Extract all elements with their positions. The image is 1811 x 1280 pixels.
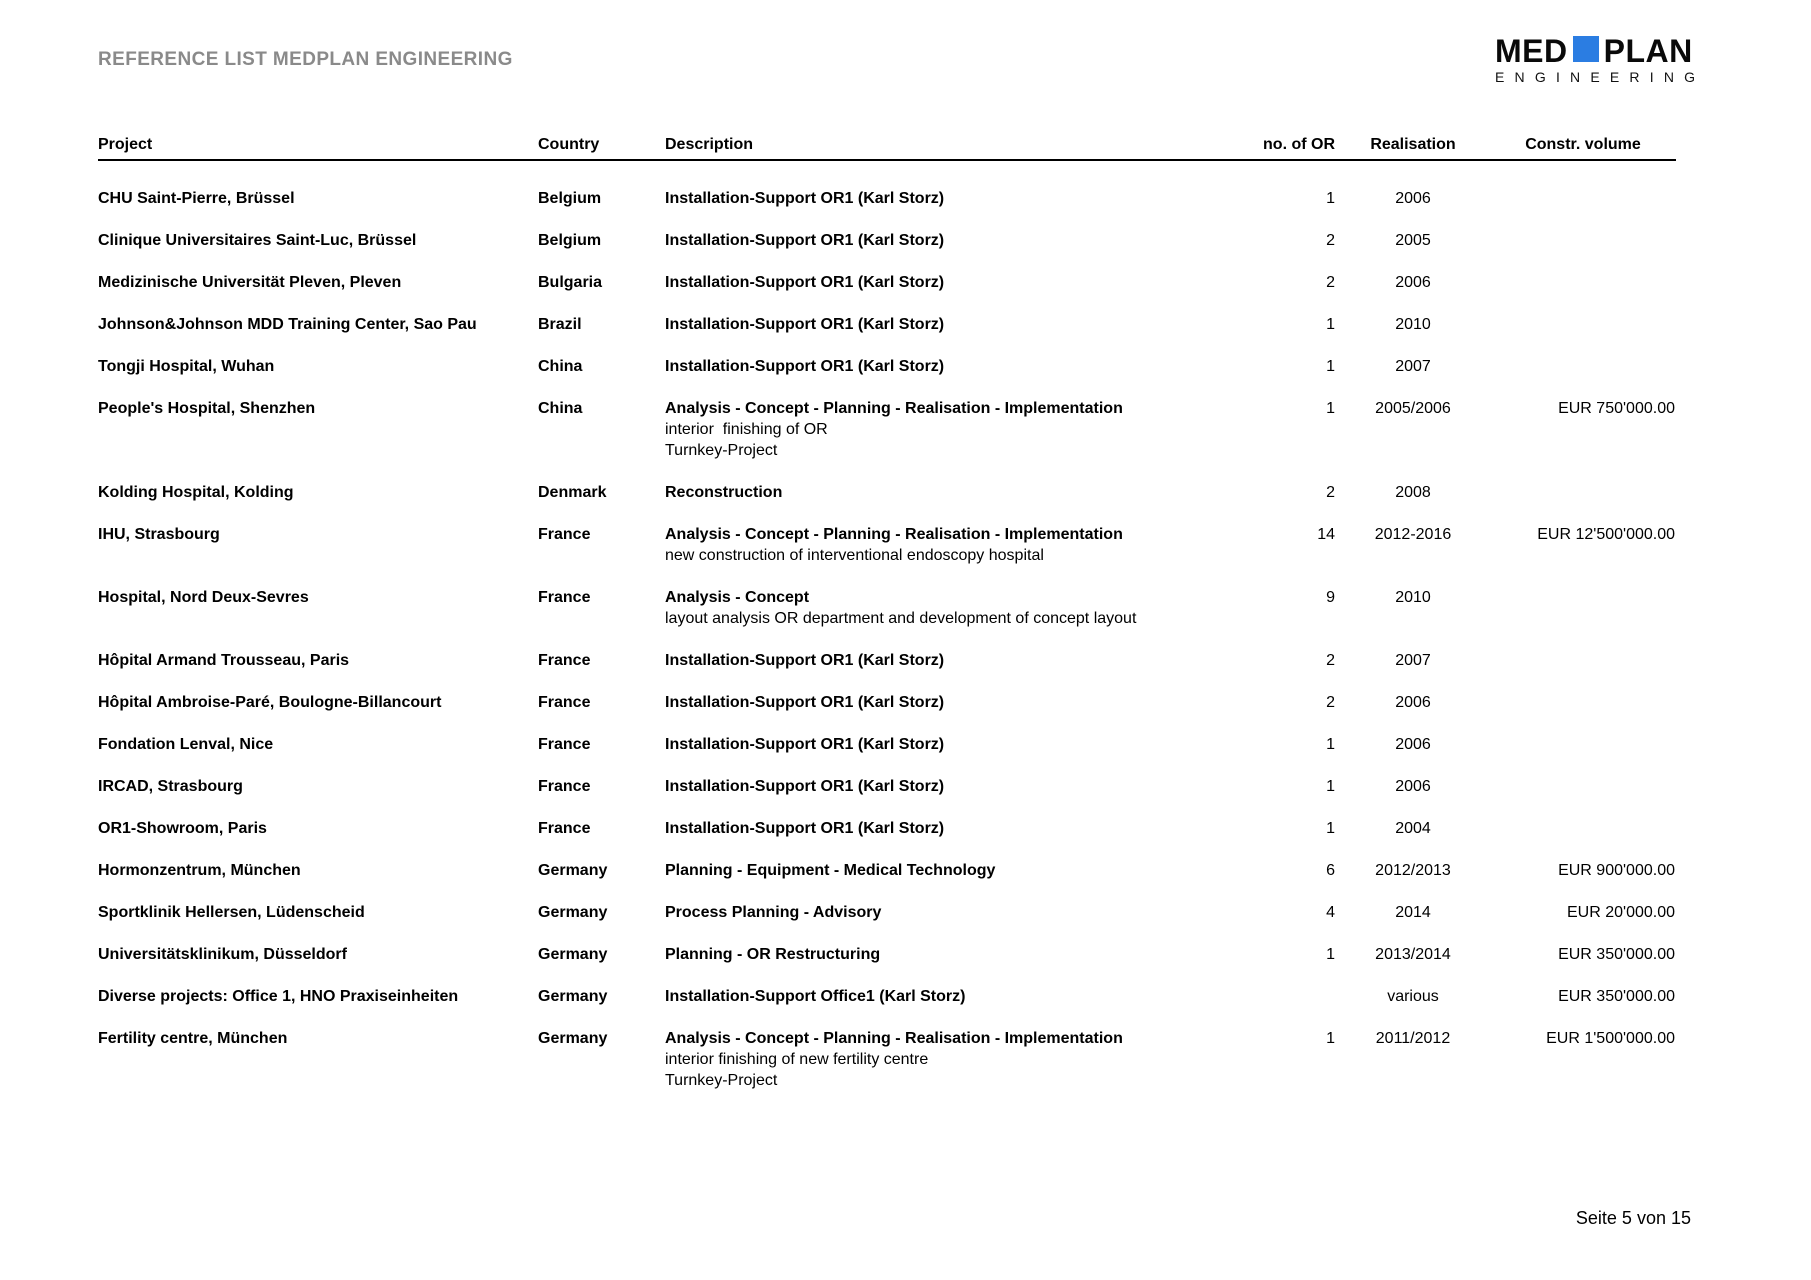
realisation-cell: 2010 bbox=[1395, 316, 1431, 333]
table-row bbox=[98, 860, 1675, 881]
description-cell bbox=[665, 188, 1240, 209]
description-cell bbox=[665, 314, 1240, 335]
project-cell: Sportklinik Hellersen, Lüdenscheid bbox=[98, 904, 365, 921]
description-main: Analysis - Concept bbox=[665, 589, 810, 606]
description-sub-line: layout analysis OR department and development of concept layout bbox=[665, 610, 1137, 627]
column-header-realisation: Realisation bbox=[1370, 136, 1456, 153]
description-main: Installation-Support OR1 (Karl Storz) bbox=[665, 274, 945, 291]
description-sub-line: Turnkey-Project bbox=[665, 1072, 778, 1089]
description-cell bbox=[665, 230, 1240, 251]
column-header-description: Description bbox=[665, 136, 754, 153]
volume-cell: EUR 20'000.00 bbox=[1566, 904, 1675, 921]
description-main: Installation-Support OR1 (Karl Storz) bbox=[665, 190, 945, 207]
description-cell bbox=[665, 1028, 1240, 1091]
description-main: Installation-Support OR1 (Karl Storz) bbox=[665, 778, 945, 795]
header-divider-line bbox=[98, 159, 1676, 161]
table-row bbox=[98, 272, 1675, 293]
or-count-cell: 4 bbox=[1326, 904, 1335, 921]
volume-cell bbox=[1491, 734, 1675, 755]
realisation-cell: 2007 bbox=[1395, 652, 1431, 669]
description-main: Installation-Support OR1 (Karl Storz) bbox=[665, 358, 945, 375]
realisation-cell: 2004 bbox=[1395, 820, 1431, 837]
project-cell: IRCAD, Strasbourg bbox=[98, 778, 243, 795]
table-row bbox=[98, 314, 1675, 335]
volume-cell bbox=[1491, 230, 1675, 251]
or-count-cell: 2 bbox=[1326, 694, 1335, 711]
description-sub-line: interior finishing of OR bbox=[665, 421, 828, 438]
or-count-cell: 2 bbox=[1326, 484, 1335, 501]
description-main: Analysis - Concept - Planning - Realisation - Implementation bbox=[665, 526, 1123, 543]
table-row bbox=[98, 902, 1675, 923]
realisation-cell: 2007 bbox=[1395, 358, 1431, 375]
description-cell bbox=[665, 776, 1240, 797]
description-cell bbox=[665, 734, 1240, 755]
or-count-cell: 2 bbox=[1326, 652, 1335, 669]
realisation-cell: 2014 bbox=[1395, 904, 1431, 921]
or-count-cell: 9 bbox=[1326, 589, 1335, 606]
page-title: REFERENCE LIST MEDPLAN ENGINEERING bbox=[98, 49, 513, 70]
description-cell bbox=[665, 860, 1240, 881]
table-row bbox=[98, 734, 1675, 755]
table-row bbox=[98, 356, 1675, 377]
description-cell bbox=[665, 356, 1240, 377]
table-row bbox=[98, 1028, 1675, 1091]
country-cell: Germany bbox=[538, 862, 608, 879]
description-cell bbox=[665, 902, 1240, 923]
volume-cell: EUR 900'000.00 bbox=[1558, 862, 1675, 879]
country-cell: China bbox=[538, 400, 583, 417]
realisation-cell: 2010 bbox=[1395, 589, 1431, 606]
realisation-cell: 2011/2012 bbox=[1375, 1030, 1451, 1047]
realisation-cell: 2012/2013 bbox=[1375, 862, 1451, 879]
country-cell: France bbox=[538, 652, 591, 669]
description-main: Process Planning - Advisory bbox=[665, 904, 882, 921]
country-cell: France bbox=[538, 589, 591, 606]
volume-cell: EUR 750'000.00 bbox=[1558, 400, 1675, 417]
table-row bbox=[98, 986, 1675, 1007]
project-cell: Johnson&Johnson MDD Training Center, Sao Pau bbox=[98, 316, 477, 333]
description-cell bbox=[665, 650, 1240, 671]
country-cell: Germany bbox=[538, 904, 608, 921]
medplan-logo bbox=[1495, 33, 1706, 85]
volume-cell bbox=[1491, 818, 1675, 839]
project-cell: Diverse projects: Office 1, HNO Praxiseinheiten bbox=[98, 988, 459, 1005]
column-header-or-count: no. of OR bbox=[1263, 136, 1335, 153]
or-count-cell: 1 bbox=[1326, 1030, 1335, 1047]
country-cell: France bbox=[538, 694, 591, 711]
description-main: Planning - Equipment - Medical Technology bbox=[665, 862, 996, 879]
description-cell bbox=[665, 692, 1240, 713]
logo-square-icon bbox=[1573, 36, 1599, 62]
table-row bbox=[98, 944, 1675, 965]
or-count-cell: 14 bbox=[1317, 526, 1335, 543]
description-cell bbox=[665, 482, 1240, 503]
project-cell: Fertility centre, München bbox=[98, 1030, 288, 1047]
volume-cell bbox=[1491, 587, 1675, 629]
or-count-cell: 1 bbox=[1326, 316, 1335, 333]
logo-med-text: MED bbox=[1495, 33, 1568, 69]
realisation-cell: 2006 bbox=[1395, 778, 1431, 795]
table-row bbox=[98, 230, 1675, 251]
volume-cell: EUR 350'000.00 bbox=[1558, 988, 1675, 1005]
logo-subtitle: ENGINEERING bbox=[1495, 69, 1706, 85]
realisation-cell: 2006 bbox=[1395, 694, 1431, 711]
volume-cell: EUR 1'500'000.00 bbox=[1546, 1030, 1675, 1047]
country-cell: Germany bbox=[538, 946, 608, 963]
description-main: Installation-Support OR1 (Karl Storz) bbox=[665, 694, 945, 711]
realisation-cell: 2006 bbox=[1395, 274, 1431, 291]
realisation-cell: various bbox=[1387, 988, 1439, 1005]
volume-cell bbox=[1491, 482, 1675, 503]
country-cell: France bbox=[538, 778, 591, 795]
country-cell: Belgium bbox=[538, 232, 602, 249]
country-cell: France bbox=[538, 526, 591, 543]
description-cell bbox=[665, 587, 1240, 629]
volume-cell: EUR 12'500'000.00 bbox=[1537, 526, 1675, 543]
country-cell: China bbox=[538, 358, 583, 375]
table-row bbox=[98, 650, 1675, 671]
project-cell: IHU, Strasbourg bbox=[98, 526, 220, 543]
volume-cell bbox=[1491, 272, 1675, 293]
description-main: Installation-Support Office1 (Karl Storz) bbox=[665, 988, 966, 1005]
table-body bbox=[98, 188, 1675, 1112]
table-row bbox=[98, 776, 1675, 797]
page-number: Seite 5 von 15 bbox=[1575, 1208, 1691, 1228]
volume-cell bbox=[1491, 692, 1675, 713]
country-cell: Belgium bbox=[538, 190, 602, 207]
table-header bbox=[98, 134, 1675, 155]
realisation-cell: 2005 bbox=[1395, 232, 1431, 249]
table-row bbox=[98, 398, 1675, 461]
volume-cell bbox=[1491, 650, 1675, 671]
description-main: Analysis - Concept - Planning - Realisation - Implementation bbox=[665, 1030, 1123, 1047]
table-row bbox=[98, 188, 1675, 209]
description-main: Reconstruction bbox=[665, 484, 783, 501]
description-main: Installation-Support OR1 (Karl Storz) bbox=[665, 652, 945, 669]
logo-plan-text: PLAN bbox=[1603, 33, 1693, 69]
description-cell bbox=[665, 944, 1240, 965]
country-cell: Germany bbox=[538, 988, 608, 1005]
or-count-cell: 1 bbox=[1326, 778, 1335, 795]
description-main: Installation-Support OR1 (Karl Storz) bbox=[665, 232, 945, 249]
or-count-cell: 1 bbox=[1326, 400, 1335, 417]
realisation-cell: 2005/2006 bbox=[1375, 400, 1451, 417]
or-count-cell: 2 bbox=[1326, 232, 1335, 249]
description-sub-line: Turnkey-Project bbox=[665, 442, 778, 459]
column-header-country: Country bbox=[538, 136, 600, 153]
volume-cell bbox=[1491, 188, 1675, 209]
project-cell: CHU Saint-Pierre, Brüssel bbox=[98, 190, 295, 207]
realisation-cell: 2006 bbox=[1395, 736, 1431, 753]
project-cell: Hôpital Armand Trousseau, Paris bbox=[98, 652, 350, 669]
country-cell: Germany bbox=[538, 1030, 608, 1047]
table-row bbox=[98, 524, 1675, 566]
realisation-cell: 2013/2014 bbox=[1375, 946, 1451, 963]
project-cell: OR1-Showroom, Paris bbox=[98, 820, 267, 837]
description-main: Planning - OR Restructuring bbox=[665, 946, 881, 963]
table-row bbox=[98, 818, 1675, 839]
or-count-cell: 1 bbox=[1326, 190, 1335, 207]
volume-cell bbox=[1491, 314, 1675, 335]
project-cell: Universitätsklinikum, Düsseldorf bbox=[98, 946, 347, 963]
or-count-cell: 1 bbox=[1326, 820, 1335, 837]
description-sub-line: interior finishing of new fertility centre bbox=[665, 1051, 929, 1068]
or-count-cell: 6 bbox=[1326, 862, 1335, 879]
table-row bbox=[98, 692, 1675, 713]
or-count-cell: 1 bbox=[1326, 358, 1335, 375]
description-cell bbox=[665, 524, 1240, 566]
logo-wordmark bbox=[1495, 33, 1705, 69]
realisation-cell: 2008 bbox=[1395, 484, 1431, 501]
or-count-cell: 1 bbox=[1326, 946, 1335, 963]
or-count-cell bbox=[1240, 986, 1335, 1007]
column-header-project: Project bbox=[98, 136, 153, 153]
country-cell: Brazil bbox=[538, 316, 582, 333]
volume-cell: EUR 350'000.00 bbox=[1558, 946, 1675, 963]
description-main: Installation-Support OR1 (Karl Storz) bbox=[665, 736, 945, 753]
description-main: Installation-Support OR1 (Karl Storz) bbox=[665, 820, 945, 837]
country-cell: France bbox=[538, 736, 591, 753]
description-cell bbox=[665, 818, 1240, 839]
description-sub-line: new construction of interventional endoscopy hospital bbox=[665, 547, 1044, 564]
project-cell: Clinique Universitaires Saint-Luc, Brüssel bbox=[98, 232, 417, 249]
project-cell: Hôpital Ambroise-Paré, Boulogne-Billancourt bbox=[98, 694, 442, 711]
project-cell: Hormonzentrum, München bbox=[98, 862, 301, 879]
or-count-cell: 1 bbox=[1326, 736, 1335, 753]
volume-cell bbox=[1491, 356, 1675, 377]
project-cell: Kolding Hospital, Kolding bbox=[98, 484, 294, 501]
volume-cell bbox=[1491, 776, 1675, 797]
project-cell: People's Hospital, Shenzhen bbox=[98, 400, 316, 417]
description-main: Analysis - Concept - Planning - Realisation - Implementation bbox=[665, 400, 1123, 417]
project-cell: Tongji Hospital, Wuhan bbox=[98, 358, 275, 375]
or-count-cell: 2 bbox=[1326, 274, 1335, 291]
table-row bbox=[98, 482, 1675, 503]
table-row bbox=[98, 587, 1675, 629]
realisation-cell: 2006 bbox=[1395, 190, 1431, 207]
realisation-cell: 2012-2016 bbox=[1374, 526, 1452, 543]
country-cell: Bulgaria bbox=[538, 274, 603, 291]
country-cell: Denmark bbox=[538, 484, 607, 501]
project-cell: Hospital, Nord Deux-Sevres bbox=[98, 589, 309, 606]
country-cell: France bbox=[538, 820, 591, 837]
description-cell bbox=[665, 272, 1240, 293]
description-cell bbox=[665, 986, 1240, 1007]
project-cell: Medizinische Universität Pleven, Pleven bbox=[98, 274, 402, 291]
project-cell: Fondation Lenval, Nice bbox=[98, 736, 274, 753]
description-cell bbox=[665, 398, 1240, 461]
column-header-constr-volume: Constr. volume bbox=[1525, 136, 1641, 153]
description-main: Installation-Support OR1 (Karl Storz) bbox=[665, 316, 945, 333]
